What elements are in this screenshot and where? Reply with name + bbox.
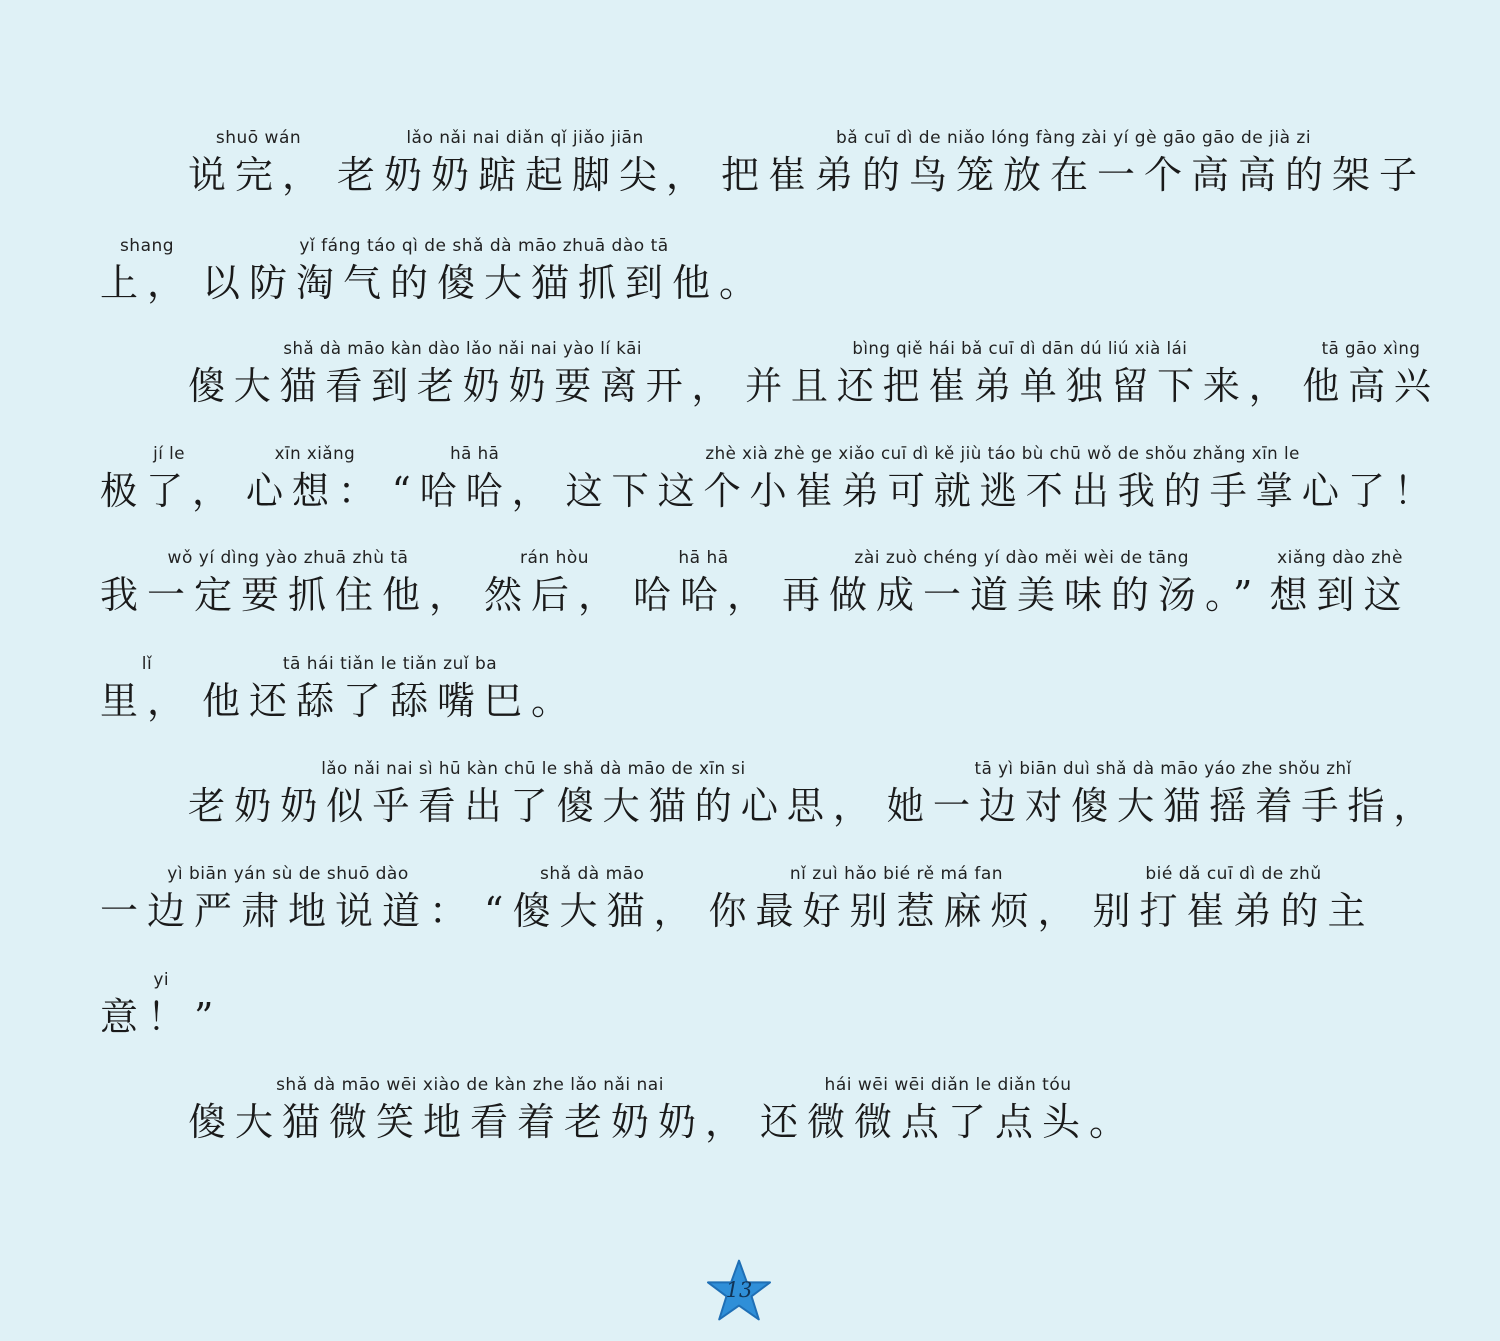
text-line-7: [188, 757, 1482, 831]
pinyin: shǎ dà māo wēi xiào de kàn zhe lǎo nǎi nai: [276, 1075, 664, 1095]
text-line-5: [100, 546, 1420, 620]
hanzi: 老奶奶踮起脚尖，: [337, 153, 714, 197]
text-line-1: [188, 126, 1500, 200]
pinyin: yì biān yán sù de shuō dào: [167, 864, 409, 884]
pinyin: rán hòu: [520, 548, 590, 568]
phrase: [484, 546, 625, 620]
hanzi: 他还舔了舔嘴巴。: [202, 679, 579, 723]
text-line-10: [188, 1073, 1500, 1147]
phrase: [100, 234, 194, 308]
phrase: [745, 337, 1294, 411]
pinyin: bié dǎ cuī dì de zhǔ: [1145, 864, 1322, 884]
hanzi: 我一定要抓住他，: [100, 573, 477, 617]
phrase: [188, 1073, 752, 1147]
pinyin: shuō wán: [215, 128, 302, 148]
pinyin: wǒ yí dìng yào zhuā zhù tā: [167, 548, 409, 568]
hanzi: 意！”: [100, 995, 223, 1039]
pinyin: bǎ cuī dì de niǎo lóng fàng zài yí gè gāo gāo de jià zi: [836, 128, 1312, 148]
hanzi: 里，: [100, 679, 195, 723]
pinyin: lǐ: [141, 654, 153, 674]
text-line-9: [100, 968, 1420, 1042]
pinyin: shang: [119, 236, 175, 256]
phrase: [1269, 546, 1410, 620]
pinyin: xiǎng dào zhè: [1277, 548, 1403, 568]
phrase: [100, 442, 238, 516]
hanzi: 傻大猫微笑地看着老奶奶，: [188, 1100, 753, 1144]
phrase: [100, 862, 476, 936]
hanzi: 再做成一道美味的汤。”: [782, 573, 1262, 617]
text-line-4: [100, 442, 1440, 516]
pinyin: yi: [153, 970, 170, 990]
phrase: [202, 234, 766, 308]
phrase: [188, 126, 329, 200]
pinyin: tā hái tiǎn le tiǎn zuǐ ba: [282, 654, 498, 674]
phrase: [188, 757, 879, 831]
hanzi: 傻大猫看到老奶奶要离开，: [188, 364, 738, 408]
hanzi: 他高兴: [1302, 364, 1440, 408]
phrase: [392, 442, 558, 516]
text-line-2: [100, 234, 1420, 308]
text-line-8: [100, 862, 1420, 936]
pinyin: nǐ zuì hǎo bié rě má fan: [789, 864, 1004, 884]
hanzi: 然后，: [484, 573, 626, 617]
page-number: 13: [725, 1278, 753, 1302]
pinyin: yǐ fáng táo qì de shǎ dà māo zhuā dào tā: [299, 236, 669, 256]
hanzi: 你最好别惹麻烦，: [708, 889, 1085, 933]
pinyin: hā hā: [450, 444, 500, 464]
phrase: [708, 862, 1084, 936]
phrase: [100, 546, 476, 620]
text-line-6: [100, 652, 1420, 726]
hanzi: 把崔弟的鸟笼放在一个高高的架子: [721, 153, 1427, 197]
hanzi: 老奶奶似乎看出了傻大猫的心思，: [188, 784, 879, 828]
phrase: [1302, 337, 1439, 411]
hanzi: “傻大猫，: [484, 889, 701, 933]
pinyin: jí le: [153, 444, 185, 464]
pinyin: xīn xiǎng: [274, 444, 356, 464]
hanzi: 哈哈，: [633, 573, 775, 617]
pinyin: hā hā: [678, 548, 729, 568]
phrase: [337, 126, 713, 200]
pinyin: lǎo nǎi nai sì hū kàn chū le shǎ dà māo de xīn si: [321, 759, 746, 779]
phrase: [100, 968, 222, 1042]
hanzi: 想到这: [1269, 573, 1411, 617]
hanzi: 上，: [100, 261, 195, 305]
pinyin: zài zuò chéng yí dào měi wèi de tāng: [854, 548, 1190, 568]
hanzi: 极了，: [100, 469, 239, 513]
hanzi: 别打崔弟的主: [1092, 889, 1375, 933]
pinyin: tā gāo xìng: [1321, 339, 1421, 359]
phrase: [202, 652, 578, 726]
hanzi: 还微微点了点头。: [760, 1100, 1137, 1144]
pinyin: zhè xià zhè ge xiǎo cuī dì kě jiù táo bù chū wǒ de shǒu zhǎng xīn le: [705, 444, 1300, 464]
phrase: [100, 652, 194, 726]
hanzi: 一边严肃地说道：: [100, 889, 477, 933]
hanzi: 说完，: [188, 153, 330, 197]
phrase: [1092, 862, 1374, 936]
hanzi: 心想：: [245, 469, 384, 513]
phrase: [484, 862, 700, 936]
pinyin: bìng qiě hái bǎ cuī dì dān dú liú xià lái: [852, 339, 1188, 359]
hanzi: 她一边对傻大猫摇着手指，: [886, 784, 1440, 828]
phrase: [246, 442, 384, 516]
phrase: [721, 126, 1426, 200]
phrase: [887, 757, 1440, 831]
hanzi: 这下这个小崔弟可就逃不出我的手掌心了！: [565, 469, 1440, 513]
pinyin: hái wēi wēi diǎn le diǎn tóu: [824, 1075, 1072, 1095]
hanzi: 以防淘气的傻大猫抓到他。: [202, 261, 767, 305]
phrase: [633, 546, 774, 620]
phrase: [782, 546, 1261, 620]
pinyin: shǎ dà māo: [540, 864, 645, 884]
pinyin: shǎ dà māo kàn dào lǎo nǎi nai yào lí kāi: [283, 339, 642, 359]
pinyin: lǎo nǎi nai diǎn qǐ jiǎo jiān: [406, 128, 644, 148]
phrase: [188, 337, 737, 411]
text-line-3: [188, 337, 1474, 411]
hanzi: “哈哈，: [391, 469, 558, 513]
phrase: [760, 1073, 1136, 1147]
pinyin: tā yì biān duì shǎ dà māo yáo zhe shǒu zhǐ: [974, 759, 1352, 779]
phrase: [565, 442, 1439, 516]
hanzi: 并且还把崔弟单独留下来，: [745, 364, 1295, 408]
